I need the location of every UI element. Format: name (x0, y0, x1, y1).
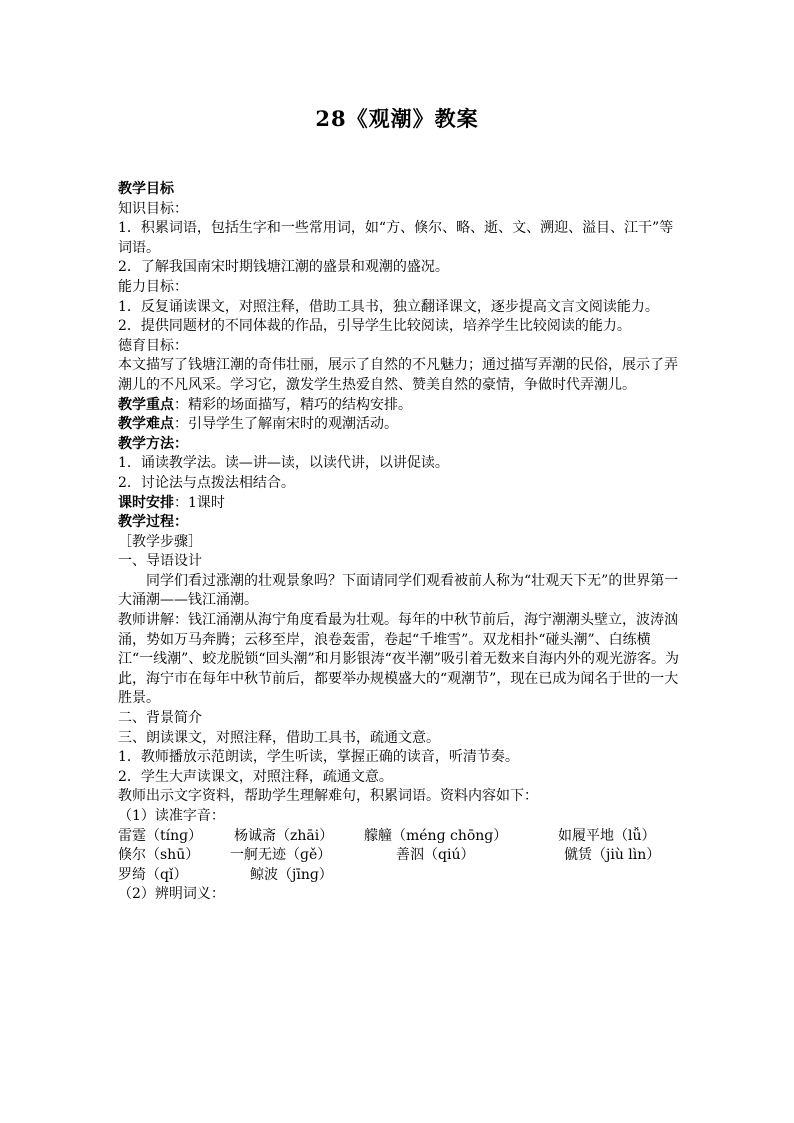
paragraph: 三、朗读课文，对照注释，借助工具书，疏通文意。 (118, 729, 440, 746)
pronunciation-row (118, 827, 684, 847)
paragraph: 1．反复诵读课文，对照注释，借助工具书，独立翻译课文，逐步提高文言文阅读能力。 (118, 298, 659, 315)
pronunciation-item: 僦赁（jiù lìn） (564, 847, 661, 864)
paragraph: 教师讲解：钱江涌潮从海宁角度看最为壮观。每年的中秋节前后，海宁潮潮头壁立，波涛汹涌，势如万马奔腾；云移至岸，浪卷轰雷，卷起“千堆雪”。双龙相扑“碰头潮”、白练横江“一线潮”、蛟龙脱锁“回头潮”和月影银涛“夜半潮”吸引着无数来自海内外的观光游客。为此，海宁市在每年中秋节前后，都要举办规模盛大的“观潮节”，现在已成为闻名于世的一大胜景。 (118, 612, 679, 707)
pronunciation-item: 善泅（qiú） (396, 847, 475, 864)
difficulty-line (118, 415, 684, 435)
document-body (118, 180, 684, 905)
paragraph: ［教学步骤］ (118, 533, 202, 550)
page-title: 28《观潮》教案 (315, 106, 479, 131)
difficulty-label: 教学难点 (118, 416, 174, 433)
key-points-label: 教学重点 (118, 396, 174, 413)
section-heading-objectives: 教学目标 (118, 181, 174, 197)
key-points-line (118, 396, 684, 416)
subheading-ability: 能力目标： (118, 278, 188, 295)
paragraph: 2．了解我国南宋时期钱塘江潮的盛景和观潮的盛况。 (118, 259, 449, 276)
paragraph: 一、导语设计 (118, 553, 202, 570)
paragraph: （1）读准字音： (118, 808, 225, 824)
pronunciation-item: 雷霆（tínɡ） (118, 827, 203, 844)
paragraph: 同学们看过涨潮的壮观景象吗？下面请同学们观看被前人称为“壮观天下无”的世界第一大涌潮——钱江涌潮。 (118, 572, 679, 609)
class-hours-line (118, 494, 684, 514)
paragraph: 二、背景简介 (118, 710, 202, 727)
paragraph: （2）辨明词义： (118, 886, 225, 903)
paragraph: 2．讨论法与点拨法相结合。 (118, 474, 295, 491)
paragraph: 教师出示文字资料，帮助学生理解难句，积累词语。资料内容如下： (118, 788, 538, 805)
subheading-moral: 德育目标： (118, 337, 188, 354)
difficulty-text: ：引导学生了解南宋时的观潮活动。 (174, 416, 398, 433)
paragraph: 1．积累词语，包括生字和一些常用词，如“方、倏尔、略、逝、文、溯迎、溢目、江干”等词语。 (118, 220, 674, 256)
pronunciation-item: 倏尔（shū） (118, 847, 200, 864)
subheading-knowledge: 知识目标： (118, 200, 188, 217)
pronunciation-item: 如履平地（lǚ） (558, 827, 656, 844)
section-heading-methods: 教学方法： (118, 435, 188, 452)
paragraph: 1．教师播放示范朗读，学生听读，掌握正确的读音，听清节奏。 (118, 749, 519, 766)
class-hours-label: 课时安排 (118, 494, 174, 511)
paragraph: 2．学生大声读课文，对照注释，疏通文意。 (118, 768, 393, 785)
paragraph: 本文描写了钱塘江潮的奇伟壮丽，展示了自然的不凡魅力；通过描写弄潮的民俗，展示了弄潮儿的不凡风采。学习它，激发学生热爱自然、赞美自然的豪情，争做时代弄潮儿。 (118, 357, 678, 393)
pronunciation-item: 罗绮（qǐ） (118, 866, 188, 883)
key-points-text: ：精彩的场面描写，精巧的结构安排。 (174, 396, 412, 413)
pronunciation-item: 艨艟（ménɡ chōnɡ） (364, 827, 508, 844)
section-heading-process: 教学过程： (118, 514, 188, 531)
pronunciation-item: 一舸无迹（ɡě） (230, 847, 332, 864)
pronunciation-row (118, 866, 684, 886)
pronunciation-item: 鲸波（jīnɡ） (250, 866, 333, 883)
paragraph: 2．提供同题材的不同体裁的作品，引导学生比较阅读，培养学生比较阅读的能力。 (118, 318, 631, 335)
pronunciation-row (118, 846, 684, 866)
pronunciation-item: 杨诚斋（zhāi） (234, 827, 334, 844)
class-hours-text: ：1课时 (174, 494, 225, 511)
paragraph: 1．诵读教学法。读—讲—读，以读代讲，以讲促读。 (118, 455, 449, 472)
